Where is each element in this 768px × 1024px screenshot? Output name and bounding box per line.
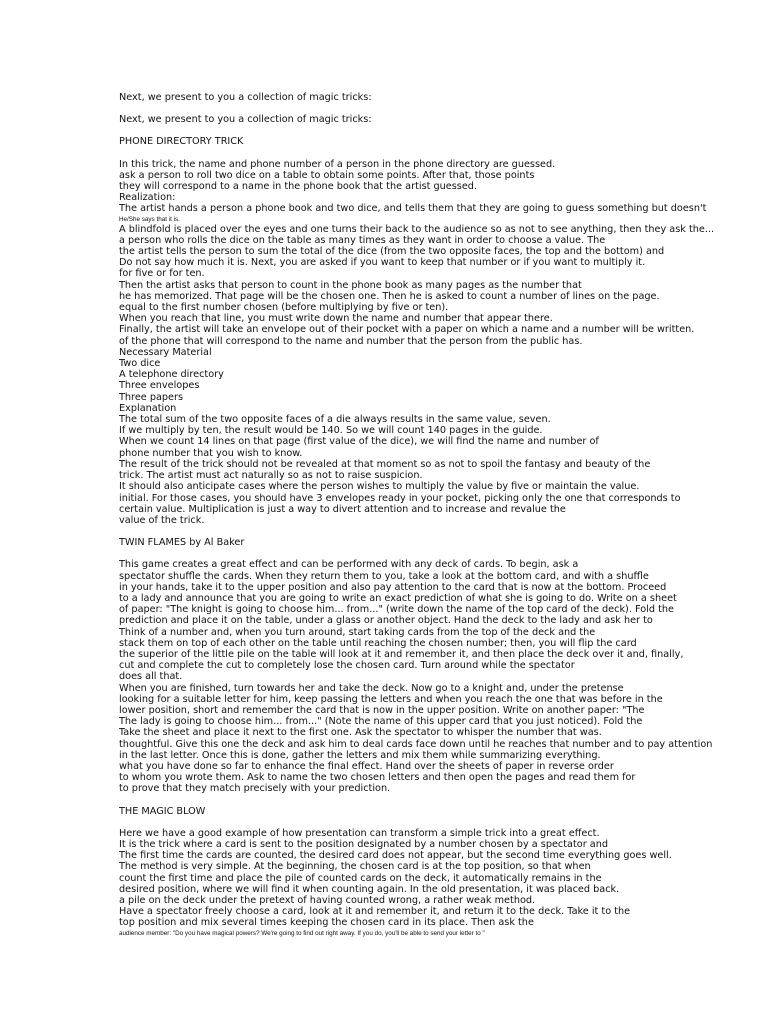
text-line: thoughtful. Give this one the deck and ask him to deal cards face down until he reaches that number and to pay attention: [119, 738, 713, 750]
text-line: value of the trick.: [119, 514, 205, 526]
text-line: The total sum of the two opposite faces of a die always results in the same value, seven.: [119, 414, 551, 426]
section: [119, 136, 759, 537]
text-line: the superior of the little pile on the table will look at it and remember it, and then place the deck over it and, finally,: [119, 648, 684, 660]
text-line: Think of a number and, when you turn around, start taking cards from the top of the deck and the: [119, 626, 596, 638]
text-line: Three papers: [119, 391, 184, 403]
text-line: to whom you wrote them. Ask to name the two chosen letters and then open the pages and read them for: [119, 772, 636, 784]
text-line: Realization:: [119, 192, 176, 204]
text-line: prediction and place it on the table, under a glass or another object. Hand the deck to the lady and ask her to: [119, 615, 653, 627]
text-line: they will correspond to a name in the phone book that the artist guessed.: [119, 181, 478, 193]
text-line: does all that.: [119, 671, 183, 683]
section-title: TWIN FLAMES by Al Baker: [119, 537, 245, 549]
text-line: a person who rolls the dice on the table as many times as they want in order to choose a value. The: [119, 234, 606, 246]
section: [119, 537, 759, 805]
text-line: lower position, short and remember the card that is now in the upper position. Write on another paper: "The: [119, 704, 645, 716]
text-line: what you have done so far to enhance the final effect. Hand over the sheets of paper in reverse order: [119, 760, 614, 772]
text-line: The method is very simple. At the beginning, the chosen card is at the top position, so that when: [119, 861, 591, 873]
text-line: The result of the trick should not be revealed at that moment so as not to spoil the fantasy and beauty of the: [119, 458, 651, 470]
text-line: If we multiply by ten, the result would be 140. So we will count 140 pages in the guide.: [119, 425, 543, 437]
text-line: The first time the cards are counted, the desired card does not appear, but the second time everything goes well.: [119, 850, 672, 862]
text-line: He/She says that it is.: [119, 215, 180, 223]
document-page: [119, 92, 759, 938]
text-line: top position and mix several times keeping the chosen card in its place. Then ask the: [119, 917, 534, 929]
text-line: a pile on the deck under the pretext of having counted wrong, a rather weak method.: [119, 895, 536, 906]
section-title: PHONE DIRECTORY TRICK: [119, 136, 244, 148]
text-line: in your hands, take it to the upper position and also pay attention to the card that is now at the bottom. Proceed: [119, 581, 667, 593]
text-line: Finally, the artist will take an envelope out of their pocket with a paper on which a name and a number will be written.: [119, 324, 695, 336]
text-line: A telephone directory: [119, 369, 224, 381]
text-line: looking for a suitable letter for him, keep passing the letters and when you reach the one that was before in the: [119, 693, 663, 705]
text-line: It is the trick where a card is sent to the position designated by a number chosen by a spectator and: [119, 838, 609, 850]
text-line: Here we have a good example of how presentation can transform a simple trick into a great effect.: [119, 827, 600, 839]
text-line: When we count 14 lines on that page (first value of the dice), we will find the name and number of: [119, 436, 599, 448]
text-line: Do not say how much it is. Next, you are asked if you want to keep that number or if you want to multiply it.: [119, 257, 646, 269]
text-line: equal to the first number chosen (before multiplying by five or ten).: [119, 302, 449, 314]
text-line: spectator shuffle the cards. When they return them to you, take a look at the bottom card, and with a shuffle: [119, 570, 649, 582]
text-line: audience member: "Do you have magical powers? We're going to find out right away. If you do, you'll be able to send your letter to ": [119, 929, 485, 937]
text-line: A blindfold is placed over the eyes and one turns their back to the audience so as not to see anything, then they ask the...: [119, 223, 715, 235]
text-line: Necessary Material: [119, 346, 212, 358]
section: [119, 806, 759, 938]
text-line: to prove that they match precisely with your prediction.: [119, 783, 391, 795]
text-line: to a lady and announce that you are going to write an exact prediction of what she is going to do. Write on a sheet: [119, 592, 677, 604]
text-line: initial. For those cases, you should have 3 envelopes ready in your pocket, picking only the one that corresponds to: [119, 492, 681, 504]
sections: [119, 136, 759, 937]
text-line: certain value. Multiplication is just a way to divert attention and to increase and revalue the: [119, 503, 566, 515]
text-line: the artist tells the person to sum the total of the dice (from the two opposite faces, the top and the bottom) and: [119, 246, 665, 258]
text-line: ask a person to roll two dice on a table to obtain some points. After that, those points: [119, 169, 535, 181]
text-line: This game creates a great effect and can be performed with any deck of cards. To begin, ask a: [119, 559, 579, 571]
text-line: Two dice: [119, 358, 161, 370]
text-line: The artist hands a person a phone book and two dice, and tells them that they are going to guess something but doesn't: [119, 203, 707, 215]
text-line: of paper: "The knight is going to choose him... from..." (write down the name of the top card of the deck). Fold the: [119, 604, 674, 616]
text-line: he has memorized. That page will be the chosen one. Then he is asked to count a number of lines on the page.: [119, 290, 660, 302]
text-line: Then the artist asks that person to count in the phone book as many pages as the number that: [119, 279, 582, 291]
text-line: stack them on top of each other on the table until reaching the chosen number; then, you will flip the card: [119, 637, 637, 649]
text-line: cut and complete the cut to completely lose the chosen card. Turn around while the spectator: [119, 660, 575, 672]
text-line: When you are finished, turn towards her and take the deck. Now go to a knight and, under the pretense: [119, 682, 624, 694]
text-line: When you reach that line, you must write down the name and number that appear there.: [119, 313, 553, 325]
text-line: Take the sheet and place it next to the first one. Ask the spectator to whisper the number that was.: [119, 727, 602, 739]
text-line: Three envelopes: [119, 380, 200, 392]
text-line: of the phone that will correspond to the name and number that the person from the public has.: [119, 335, 583, 347]
text-line: for five or for ten.: [119, 268, 205, 280]
text-line: Explanation: [119, 402, 177, 414]
text-line: count the first time and place the pile of counted cards on the deck, it automatically remains in the: [119, 872, 602, 884]
text-line: The lady is going to choose him... from..." (Note the name of this upper card that you just noticed). Fold the: [119, 716, 643, 728]
section-title: THE MAGIC BLOW: [119, 805, 206, 817]
text-line: desired position, where we will find it when counting again. In the old presentation, it was placed back.: [119, 883, 620, 895]
text-line: trick. The artist must act naturally so as not to raise suspicion.: [119, 470, 423, 482]
text-line: It should also anticipate cases where the person wishes to multiply the value by five or maintain the value.: [119, 481, 640, 493]
intro-line: Next, we present to you a collection of magic tricks:: [119, 114, 372, 126]
intro-line: Next, we present to you a collection of magic tricks:: [119, 92, 372, 103]
text-line: phone number that you wish to know.: [119, 447, 303, 459]
text-line: Have a spectator freely choose a card, look at it and remember it, and return it to the deck. Take it to the: [119, 906, 631, 918]
text-line: In this trick, the name and phone number of a person in the phone directory are guessed.: [119, 158, 556, 170]
text-line: in the last letter. Once this is done, gather the letters and mix them while summarizing everything.: [119, 749, 601, 761]
